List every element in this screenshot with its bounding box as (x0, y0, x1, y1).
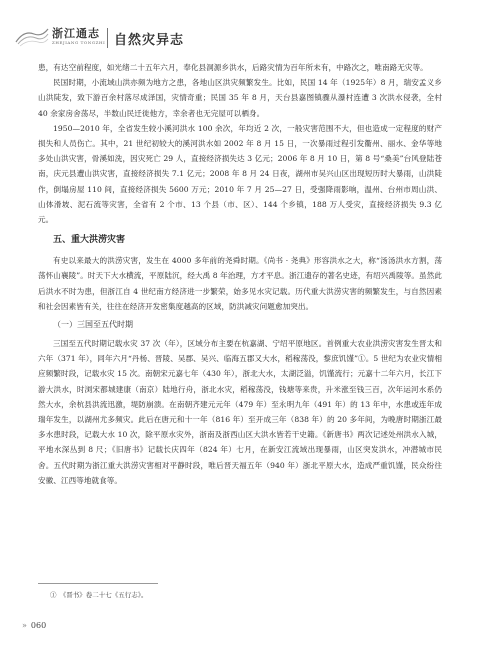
logo-chinese-text: 浙江通志 (52, 27, 100, 40)
paragraph-5: 三国至五代时期记载水灾 37 次（年），区域分布主要在杭嘉湖、宁绍平原地区。首例重大农业洪涝灾害发生晋太和六年（371 年），同年六月“丹杨、晋陵、吴郡、吴兴、临海五郡又大水，稻稼荡没，黎庶饥馑”①。5 世纪为农业灾情相应频繁时段，记载水灾 15 次。南朝宋元嘉七年（430 年），浙北大水，太湖泛溢，饥馑流行；元嘉十二年六月，长江下游大洪水，时浏宋都城建康（南京）陆地行舟，浙北水灾，稻稼荡没，钱塘等来贵，升米涨至钱三百，次年运河水系仍然大水，余杭县洪流迅激，堤防崩溃。在南朝齐建元元年（479 年）至永明九年（491 年）的 13 年中，水患或连年成瑞年发生，以湖州尤多频灾。此后在唐元和十一年（816 年）至开成三年（838 年）的 20 多年间，为晚唐时期浙江最多水患时段，记载大水 10 次，除平原水灾外，浙南及浙西山区大洪水皆若干史籍。《新唐书》两次记述处州洪水入城，平地水深丛到 8 尺；《旧唐书》记载长庆四年（824 年）七月，在新安江流域出现暴雨，山区突发洪水，冲潜城市民舍。五代时期为浙江重大洪涝灾害相对平静时段，唯后晋天福五年（940 年）浙北平原大水，造成严重饥馑，民众纷往安徽、江西等地就食等。 (38, 339, 442, 485)
paragraph-2: 民国时期，小流域山洪亦频为地方之患，各地山区洪灾频繁发生。比如，民国 14 年（1925年）8 月，瑞安孟义乡山洪陡发，致下游百余村落尽成泽国，灾情奇重；民国 35 年 8 月，天台县嘉图镇骤从瀑村连遭 3 次洪水侵袭，全村 40 余家房舍荡尽，半数山民迁徙他方，幸余者也无完屋可以栖身。 (38, 78, 442, 118)
page-body (38, 60, 442, 488)
paragraph-3: 1950—2010 年，全省发生较小溪河洪水 100 余次，年均近 2 次，一般灾害范围不大，但也造成一定程度的财产损失和人员伤亡。其中，21 世纪初较大的溪河洪水如 2002 年 8 月 15 日，一次暴雨过程引发衢州、丽水、金华等地多处山洪灾害，骨溪如洗，因灾死亡 29 人，直接经济损失达 3 亿元；2006 年 8 月 10 日，第 8 号“桑美”台风登陆苍南，庆元县遭山洪灾害，直接经济损失 7.1 亿元；2008 年 8 月 24 日夜，湖州市吴兴山区出现短历时大暴雨，山洪陡作，倒塌房屋 110 间，直接经济损失 5600 万元；2010 年 7 月 25—27 日，受强降雨影响，温州、台州市周山洪、山体滑坡、泥石流等灾害，全省有 2 个市、13 个县（市、区）、144 个乡镇，188 万人受灾，直接经济损失 9.3 亿元。 (38, 123, 442, 225)
section-running-title: 自然灾异志 (114, 33, 185, 48)
paragraph-4: 有史以来最大的洪涝灾害，发生在 4000 多年前的尧舜时期。《尚书 · 尧典》形容洪水之大，称“汤汤洪水方割，荡荡怀山襄陵”。时天下大水横流，平原陆沉，经大禹 8 年治理，方才平息。浙江遗存的著名史迹，有绍兴禹陵等。虽然此后洪水不时为患，但浙江自 4 世纪南方经济进一步繁荣，始多见水灾记载。历代重大洪涝灾害的频繁发生，与自然因素和社会因素皆有关，往往在经济开发密集度越高的区域，防洪减灾问题愈加突出。 (38, 256, 442, 311)
header-divider (107, 28, 108, 48)
page-number: 060 (30, 621, 47, 630)
page-number-area (22, 621, 46, 630)
footnote: ① 《晋书》卷二十七《五行志》。 (50, 591, 148, 599)
section-heading: 五、重大洪涝灾害 (53, 235, 126, 246)
paragraph-1: 患，有达空前程度，如光绪二十五年六月，奉化县洞源乡洪水，后路灾情为百年所未有，中路次之，唯南路无灾等。 (38, 63, 428, 72)
subsection-heading: （一）三国至五代时期 (53, 320, 133, 330)
page-marker-icon: » (22, 621, 27, 630)
logo-english-text: ZHEJIANG TONGZHI (52, 40, 106, 45)
logo-emblem-icon (14, 26, 50, 48)
footnote-rule (38, 583, 158, 584)
publication-logo (14, 26, 105, 48)
page-header (0, 0, 480, 56)
